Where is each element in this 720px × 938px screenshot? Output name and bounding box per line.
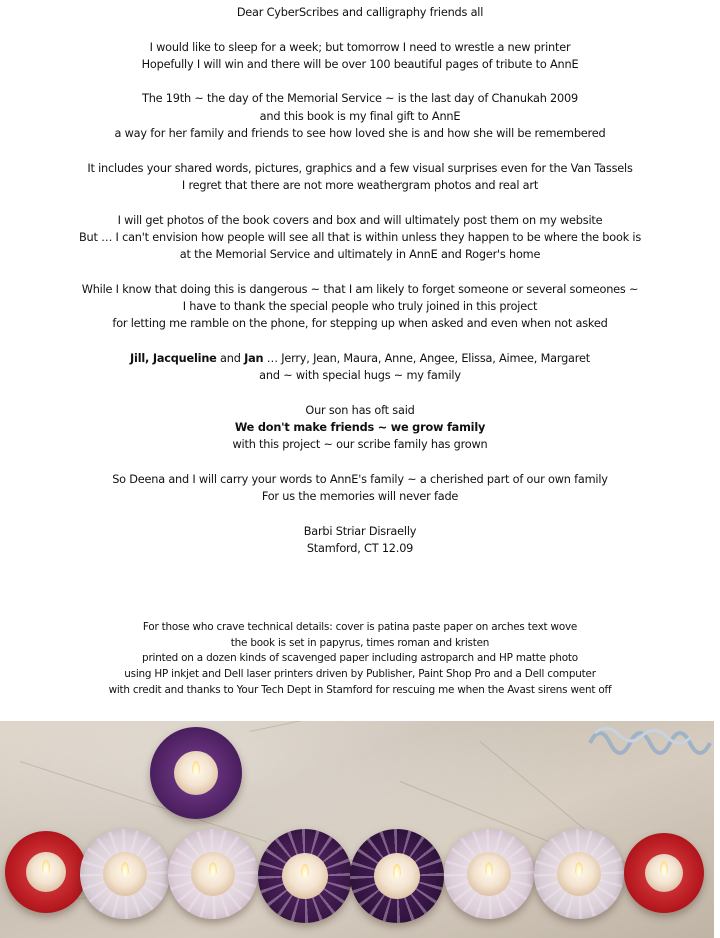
letter-line: I have to thank the special people who truly joined in this project (182, 300, 538, 314)
candle-clear-4 (534, 829, 624, 919)
candle-clear-3 (444, 829, 534, 919)
thanks-and: and (216, 351, 245, 365)
candle-red-right (624, 833, 704, 913)
thanks-line (0, 350, 720, 367)
letter-line: for letting me ramble on the phone, for stepping up when asked and even when not asked (112, 317, 608, 331)
letter-line: So Deena and I will carry your words to AnnE's family ~ a cherished part of our own family (112, 473, 608, 487)
candles-photo (0, 721, 714, 938)
letter-line: But … I can't envision how people will see all that is within unless they happen to be where the book is (78, 230, 642, 244)
letter-line: a way for her family and friends to see how loved she is and how she will be remembered (114, 127, 606, 141)
letter-line: I will get photos of the book covers and box and will ultimately post them on my website (117, 213, 603, 227)
thanks-names-bold-2: Jan (244, 351, 264, 365)
tech-line: using HP inkjet and Dell laser printers driven by Publisher, Paint Shop Pro and a Dell computer (124, 668, 596, 681)
technical-details (0, 620, 720, 699)
letter-line: I regret that there are not more weathergram photos and real art (181, 178, 539, 192)
candle-dark-purple-1 (258, 829, 352, 923)
letter-line: Hopefully I will win and there will be over 100 beautiful pages of tribute to AnnE (141, 57, 579, 71)
quote-line: We don't make friends ~ we grow family (234, 421, 486, 435)
thanks-names-rest: … Jerry, Jean, Maura, Anne, Angee, Elissa, Aimee, Margaret (263, 351, 590, 365)
thanks-names-bold-1: Jill, Jacqueline (130, 351, 217, 365)
quote-follow-line: with this project ~ our scribe family has grown (232, 438, 488, 452)
tech-line: with credit and thanks to Your Tech Dept in Stamford for rescuing me when the Avast sirens went off (108, 683, 612, 696)
letter-line: For us the memories will never fade (261, 490, 459, 504)
signature: Barbi Striar Disraelly (303, 524, 417, 538)
letter-line: at the Memorial Service and ultimately in AnnE and Roger's home (179, 248, 541, 262)
letter-line: While I know that doing this is dangerous ~ that I am likely to forget someone or several someones ~ (81, 282, 639, 296)
candle-top-purple (150, 727, 242, 819)
place-date: Stamford, CT 12.09 (306, 542, 414, 556)
greeting: Dear CyberScribes and calligraphy friends all (236, 6, 484, 19)
candle-clear-2 (168, 829, 258, 919)
ribbon-decoration (585, 721, 714, 761)
tech-line: the book is set in papyrus, times roman and kristen (230, 636, 490, 649)
letter-line: and this book is my final gift to AnnE (259, 109, 461, 123)
letter-body (0, 4, 720, 558)
candle-clear-1 (80, 829, 170, 919)
tech-line: For those who crave technical details: cover is patina paste paper on arches text wove (142, 621, 578, 633)
tech-line: printed on a dozen kinds of scavenged paper including astroparch and HP matte photo (142, 652, 578, 665)
candle-red-left (5, 831, 87, 913)
son-said-line: Our son has oft said (305, 403, 415, 417)
letter-line: It includes your shared words, pictures, graphics and a few visual surprises even for the Van Tassels (87, 161, 633, 175)
letter-line: I would like to sleep for a week; but tomorrow I need to wrestle a new printer (149, 40, 571, 54)
letter-line: The 19th ~ the day of the Memorial Service ~ is the last day of Chanukah 2009 (142, 92, 578, 106)
candle-dark-purple-2 (350, 829, 444, 923)
thanks-family-line: and ~ with special hugs ~ my family (259, 369, 461, 383)
